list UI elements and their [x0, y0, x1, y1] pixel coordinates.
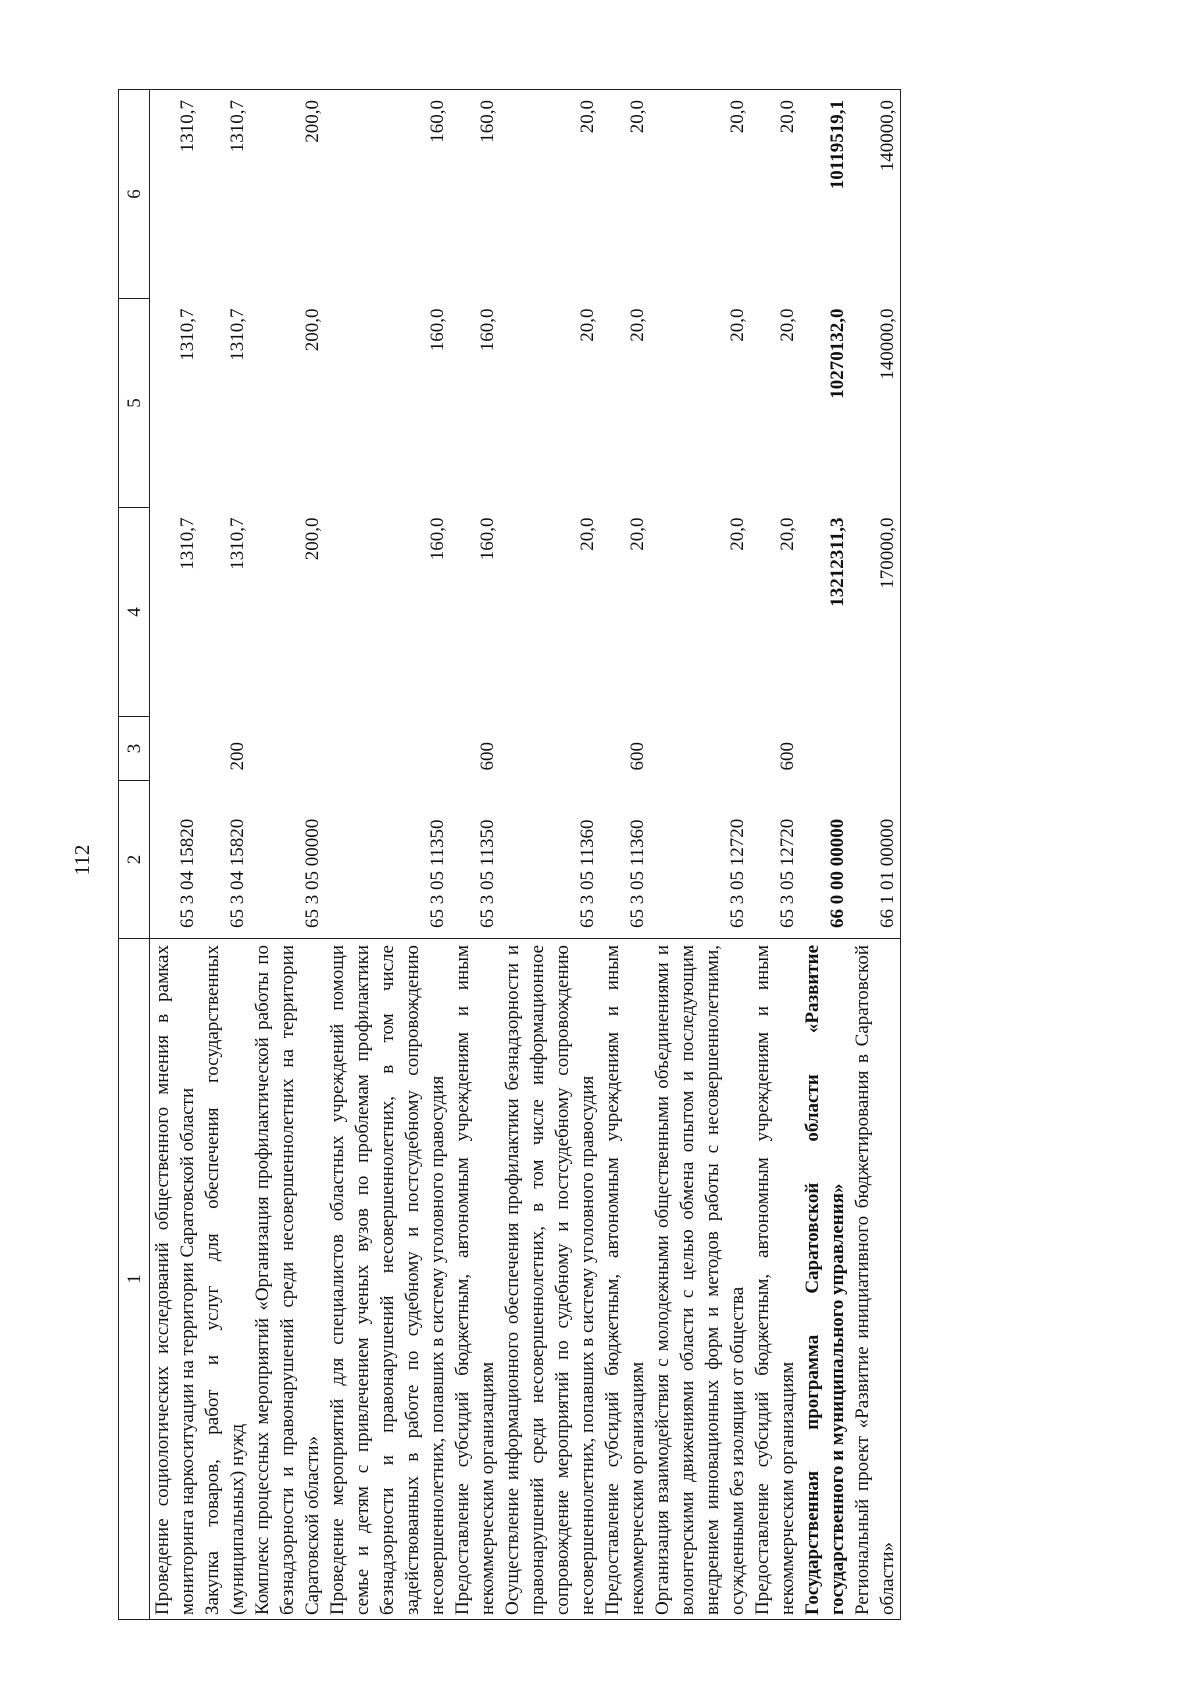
row-value-5: 20,0: [777, 308, 798, 342]
table-row: [150, 90, 201, 1620]
row-value-5: 1310,7: [177, 308, 198, 361]
row-value-5: 20,0: [627, 308, 648, 342]
row-name: Организация взаимодействия с молодежными общественными объединениями и волонтерскими движениями области с целью обмена опытом и последующим внедрением инновационных форм и методов работы с несовершеннолетними, осужденными без изоляции от общества: [650, 939, 750, 1620]
row-value-4: 13212311,3: [827, 517, 848, 607]
column-header: 3: [119, 717, 150, 781]
row-type: 200: [227, 742, 248, 771]
table-row: [200, 90, 250, 1620]
row-value-5: 140000,0: [850, 299, 901, 508]
row-value-6: 20,0: [600, 90, 650, 299]
row-type: [150, 717, 201, 781]
page-number: 112: [70, 844, 94, 876]
row-name: Предоставление субсидий бюджетным, автономным учреждениям и иным некоммерческим организациям: [750, 939, 800, 1620]
table-row: [650, 90, 750, 1620]
row-value-6: 160,0: [325, 90, 450, 299]
row-name: Осуществление информационного обеспечения профилактики безнадзорности и правонарушений среди несовершеннолетних, в том числе информационное сопровождение мероприятий по судебному и постсудебному сопровождению несовершеннолетних, попавших в систему уголовного правосудия: [500, 939, 600, 1620]
row-value-4: 20,0: [777, 517, 798, 551]
row-type: 600: [777, 742, 798, 771]
row-type: 600: [627, 742, 648, 771]
row-value-5: 10270132,0: [827, 308, 848, 399]
row-value-4: 200,0: [302, 517, 323, 561]
table-row: [750, 90, 800, 1620]
row-code: 65 3 05 11360: [627, 819, 648, 928]
row-value-4: 160,0: [477, 517, 498, 561]
row-value-5: 160,0: [427, 308, 448, 352]
row-type: [800, 717, 850, 781]
budget-table: [118, 89, 901, 1620]
row-code: 66 1 01 00000: [850, 781, 901, 939]
row-value-5: 1310,7: [227, 308, 248, 361]
row-value-6: 20,0: [750, 90, 800, 299]
row-value-4: 20,0: [577, 517, 598, 551]
row-name: Проведение социологических исследований общественного мнения в рамках мониторинга наркоситуации на территории Саратовской области: [150, 939, 201, 1620]
row-name: Государственная программа Саратовской области «Развитие государственного и муниципального управления»: [800, 939, 850, 1620]
table-row: [850, 90, 901, 1620]
column-header: 1: [119, 939, 150, 1620]
row-value-5: 20,0: [577, 308, 598, 342]
row-name: Проведение мероприятий для специалистов областных учреждений помощи семье и детям с привлечением ученых вузов по проблемам профилактики безнадзорности и правонарушений несовершеннолетних, в том числе задействованных в работе по судебному и постсудебному сопровождению несовершеннолетних, попавших в систему уголовного правосудия: [325, 939, 450, 1620]
row-code: 66 0 00 00000: [827, 818, 848, 928]
row-value-4: 1310,7: [177, 517, 198, 570]
column-header: 5: [119, 299, 150, 508]
column-header: 2: [119, 781, 150, 939]
row-value-6: 1310,7: [200, 90, 250, 299]
table-row: [500, 90, 600, 1620]
row-type: [850, 717, 901, 781]
row-value-4: 160,0: [427, 517, 448, 561]
row-code: 65 3 05 11350: [427, 819, 448, 928]
column-header: 4: [119, 508, 150, 717]
table-row: [800, 90, 850, 1620]
row-value-6: 10119519,1: [800, 90, 850, 299]
row-code: 65 3 04 15820: [227, 818, 248, 928]
row-value-6: 20,0: [500, 90, 600, 299]
row-code: 65 3 05 11350: [477, 819, 498, 928]
row-type: [500, 717, 600, 781]
row-type: [250, 717, 325, 781]
row-code: 65 3 05 12720: [727, 818, 748, 928]
row-code: 65 3 05 00000: [302, 818, 323, 928]
row-value-6: 200,0: [250, 90, 325, 299]
row-name: Комплекс процессных мероприятий «Организация профилактической работы по безнадзорности и правонарушений среди несовершеннолетних на территории Саратовской области»: [250, 939, 325, 1620]
table-row: [250, 90, 325, 1620]
row-value-6: 140000,0: [850, 90, 901, 299]
table-row: [600, 90, 650, 1620]
row-name: Закупка товаров, работ и услуг для обеспечения государственных (муниципальных) нужд: [200, 939, 250, 1620]
row-value-5: 200,0: [302, 308, 323, 352]
row-value-6: 20,0: [650, 90, 750, 299]
row-value-4: 20,0: [627, 517, 648, 551]
row-value-4: 170000,0: [850, 508, 901, 717]
row-value-5: 20,0: [727, 308, 748, 342]
column-header: 6: [119, 90, 150, 299]
row-value-4: 1310,7: [227, 517, 248, 570]
table-row: [325, 90, 450, 1620]
table-row: [450, 90, 500, 1620]
row-name: Предоставление субсидий бюджетным, автономным учреждениям и иным некоммерческим организациям: [600, 939, 650, 1620]
rotated-page: [10, 80, 1070, 1640]
row-name: Региональный проект «Развитие инициативного бюджетирования в Саратовской области»: [850, 939, 901, 1620]
row-type: [325, 717, 450, 781]
row-value-6: 160,0: [450, 90, 500, 299]
row-name: Предоставление субсидий бюджетным, автономным учреждениям и иным некоммерческим организациям: [450, 939, 500, 1620]
row-code: 65 3 05 12720: [777, 818, 798, 928]
row-value-5: 160,0: [477, 308, 498, 352]
row-type: 600: [477, 742, 498, 771]
header-row: [119, 90, 150, 1620]
row-value-4: 20,0: [727, 517, 748, 551]
row-value-6: 1310,7: [150, 90, 201, 299]
row-code: 65 3 04 15820: [177, 818, 198, 928]
row-type: [650, 717, 750, 781]
row-code: 65 3 05 11360: [577, 819, 598, 928]
